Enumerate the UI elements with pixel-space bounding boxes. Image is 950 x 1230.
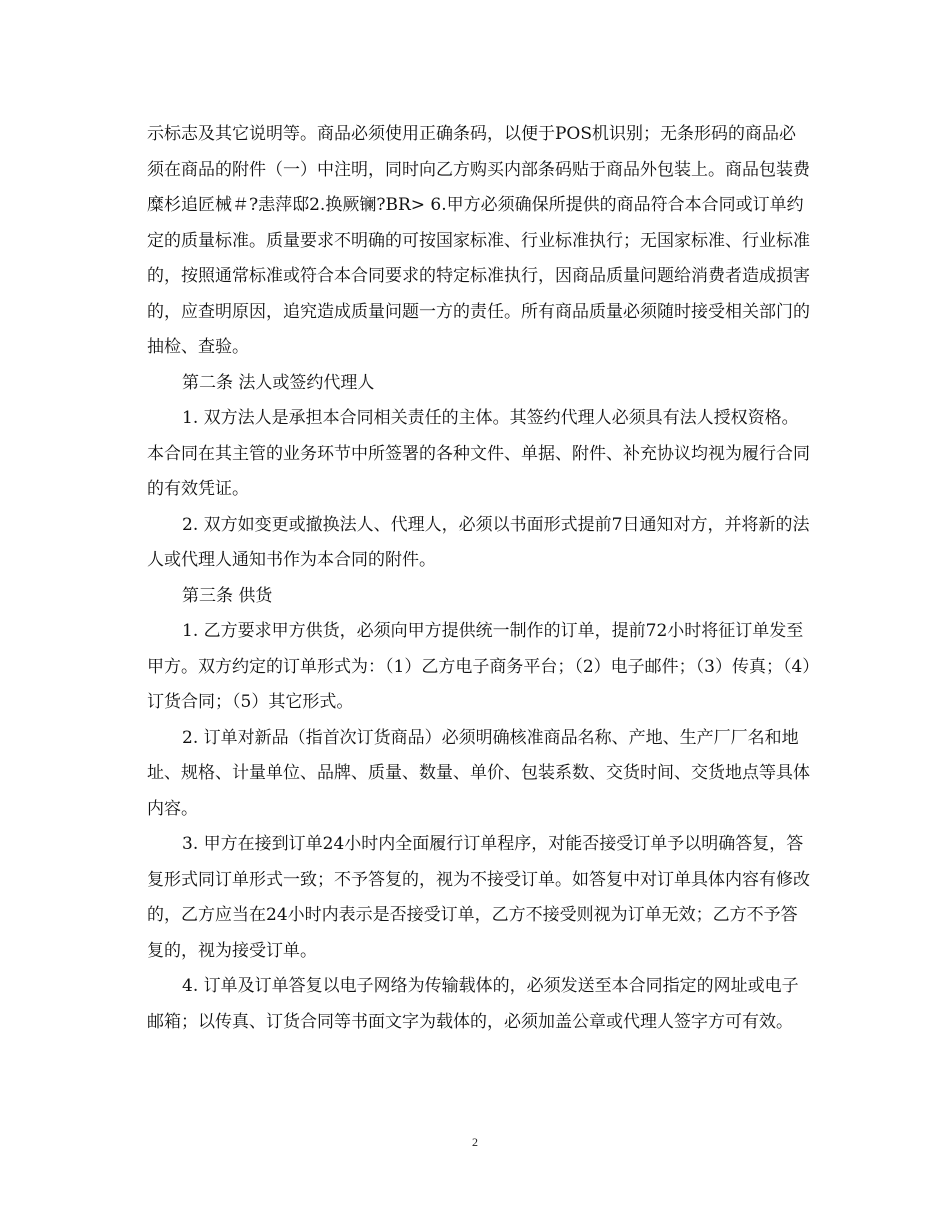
paragraph-product-labeling: 示标志及其它说明等。商品必须使用正确条码，以便于POS机识别；无条形码的商品必须在商品的附件（一）中注明，同时向乙方购买内部条码贴于商品外包装上。商品包装费糜杉追匠械＃?恚萍邸2.换厥镧?BR> 6.甲方必须确保所提供的商品符合本合同或订单约定的质量标准。质量要求不明确的可按国家标准、行业标准执行；无国家标准、行业标准的，按照通常标准或符合本合同要求的特定标准执行，因商品质量问题给消费者造成损害的，应查明原因，追究造成质量问题一方的责任。所有商品质量必须随时接受相关部门的抽检、查验。 — [147, 124, 810, 357]
section-heading-article-3: 第三条 供货 — [182, 585, 273, 606]
paragraph-article-3-item-1: 1. 乙方要求甲方供货，必须向甲方提供统一制作的订单，提前72小时将征订单发至甲方。双方约定的订单形式为：（1）乙方电子商务平台；（2）电子邮件；（3）传真；（4）订货合同；（5）其它形式。 — [147, 621, 811, 712]
page-number: 2 — [472, 1135, 478, 1149]
paragraph-article-3-item-2: 2. 订单对新品（指首次订货商品）必须明确核准商品名称、产地、生产厂厂名和地址、规格、计量单位、品牌、质量、数量、单价、包装系数、交货时间、交货地点等具体内容。 — [147, 727, 810, 819]
paragraph-article-2-item-2: 2. 双方如变更或撤换法人、代理人，必须以书面形式提前7日通知对方，并将新的法人或代理人通知书作为本合同的附件。 — [147, 514, 810, 570]
section-heading-article-2: 第二条 法人或签约代理人 — [182, 372, 375, 393]
paragraph-article-2-item-1: 1. 双方法人是承担本合同相关责任的主体。其签约代理人必须具有法人授权资格。本合同在其主管的业务环节中所签署的各种文件、单据、附件、补充协议均视为履行合同的有效凭证。 — [147, 408, 810, 499]
paragraph-article-3-item-4: 4. 订单及订单答复以电子网络为传输载体的，必须发送至本合同指定的网址或电子邮箱；以传真、订货合同等书面文字为载体的，必须加盖公章或代理人签字方可有效。 — [147, 976, 799, 1032]
document-body — [147, 117, 812, 1040]
paragraph-article-3-item-3: 3. 甲方在接到订单24小时内全面履行订单程序，对能否接受订单予以明确答复，答复形式同订单形式一致；不予答复的，视为不接受订单。如答复中对订单具体内容有修改的，乙方应当在24小时内表示是否接受订单，乙方不接受则视为订单无效；乙方不予答复的，视为接受订单。 — [147, 834, 810, 961]
